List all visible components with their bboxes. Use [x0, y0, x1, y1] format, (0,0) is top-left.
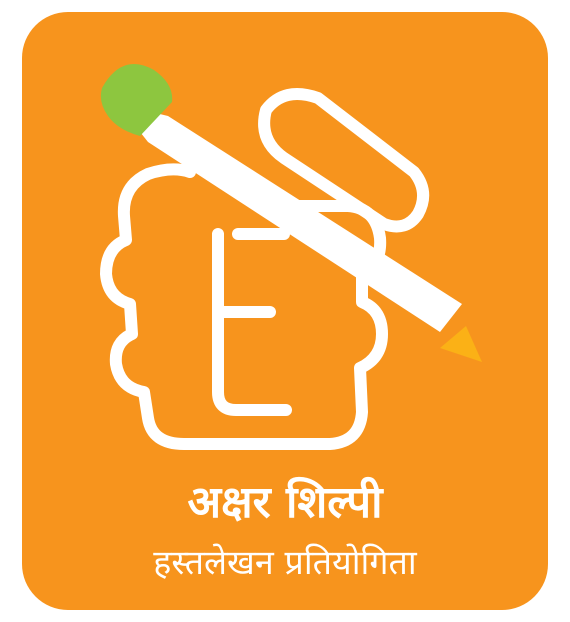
pencil-tip [440, 326, 482, 362]
logo-badge [22, 12, 548, 610]
fist-outline [106, 94, 423, 444]
logo-subtitle: हस्तलेखन प्रतियोगिता [153, 543, 417, 583]
logo-title: अक्षर शिल्पी [187, 477, 383, 528]
